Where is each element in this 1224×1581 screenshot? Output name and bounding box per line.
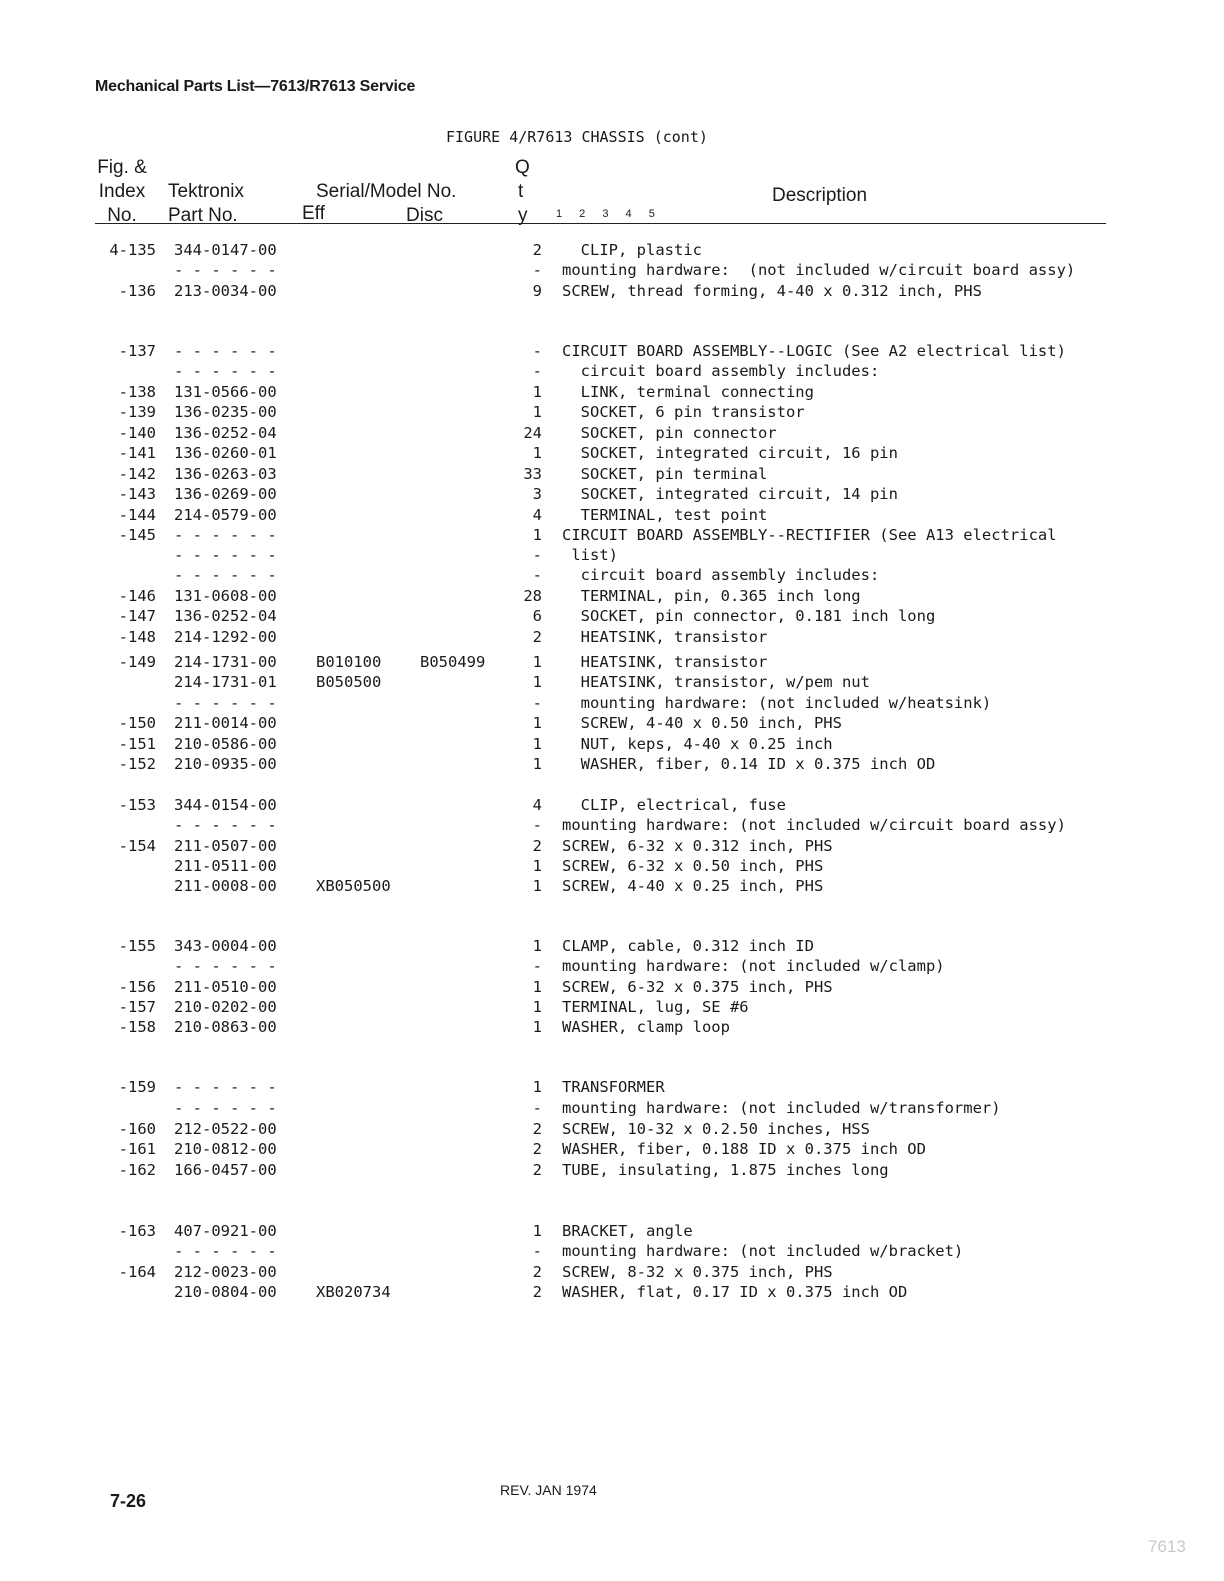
table-row	[0, 936, 1224, 956]
fig-index-cell: -138	[118, 383, 156, 401]
part-number-cell: - - - - - -	[174, 546, 277, 564]
table-row	[0, 977, 1224, 997]
page-header-title: Mechanical Parts List—7613/R7613 Service	[95, 78, 416, 95]
quantity-cell: 2	[532, 1283, 542, 1301]
table-row	[0, 627, 1224, 647]
quantity-cell: 6	[532, 607, 542, 625]
table-row	[0, 1241, 1224, 1261]
part-number-cell: 211-0014-00	[174, 714, 277, 732]
part-number-cell: 136-0263-03	[174, 465, 277, 483]
description-cell: HEATSINK, transistor	[562, 628, 768, 646]
model-watermark: 7613	[1148, 1537, 1186, 1556]
revision-date: REV. JAN 1974	[500, 1482, 597, 1498]
table-row	[0, 693, 1224, 713]
fig-index-cell: -140	[118, 424, 156, 442]
quantity-cell: 1	[532, 877, 542, 895]
quantity-cell: 2	[532, 837, 542, 855]
serial-disc-cell: B050499	[420, 653, 486, 671]
description-cell: SCREW, 8-32 x 0.375 inch, PHS	[562, 1263, 833, 1281]
description-cell: CIRCUIT BOARD ASSEMBLY--RECTIFIER (See A13 electrical	[562, 526, 1057, 544]
part-number-cell: 210-0202-00	[174, 998, 277, 1016]
fig-index-cell: -136	[118, 282, 156, 300]
quantity-cell: 1	[532, 735, 542, 753]
part-number-cell: 136-0252-04	[174, 424, 277, 442]
table-row	[0, 856, 1224, 876]
quantity-cell: 1	[532, 444, 542, 462]
description-cell: TERMINAL, pin, 0.365 inch long	[562, 587, 861, 605]
table-row	[0, 505, 1224, 525]
quantity-cell: -	[532, 261, 542, 279]
fig-index-cell: -145	[118, 526, 156, 544]
quantity-cell: -	[532, 546, 542, 564]
table-row	[0, 1282, 1224, 1302]
part-number-cell: 210-0586-00	[174, 735, 277, 753]
quantity-cell: 1	[532, 998, 542, 1016]
part-number-cell: 210-0935-00	[174, 755, 277, 773]
fig-index-header-line1: Fig. &	[97, 157, 147, 178]
description-cell: BRACKET, angle	[562, 1222, 693, 1240]
table-row	[0, 876, 1224, 896]
table-row	[0, 1160, 1224, 1180]
description-cell: list)	[562, 546, 618, 564]
quantity-cell: 2	[532, 241, 542, 259]
part-number-cell: 136-0269-00	[174, 485, 277, 503]
table-row	[0, 545, 1224, 565]
table-row	[0, 1139, 1224, 1159]
fig-index-cell: -149	[118, 653, 156, 671]
serial-eff-cell: XB050500	[316, 877, 391, 895]
quantity-cell: -	[532, 694, 542, 712]
quantity-cell: 24	[523, 424, 542, 442]
table-row	[0, 402, 1224, 422]
quantity-cell: 1	[532, 673, 542, 691]
table-row	[0, 795, 1224, 815]
quantity-cell: 1	[532, 755, 542, 773]
description-cell: TERMINAL, test point	[562, 506, 768, 524]
table-row	[0, 836, 1224, 856]
table-row	[0, 672, 1224, 692]
description-cell: mounting hardware: (not included w/circuit board assy)	[562, 261, 1076, 279]
quantity-cell: 1	[532, 403, 542, 421]
quantity-cell: -	[532, 362, 542, 380]
page-number: 7-26	[110, 1491, 147, 1511]
description-cell: NUT, keps, 4-40 x 0.25 inch	[562, 735, 833, 753]
table-row	[0, 484, 1224, 504]
fig-index-cell: -157	[118, 998, 156, 1016]
description-cell: mounting hardware: (not included w/circuit board assy)	[562, 816, 1066, 834]
fig-index-cell: -147	[118, 607, 156, 625]
part-number-cell: 166-0457-00	[174, 1161, 277, 1179]
table-row	[0, 1221, 1224, 1241]
quantity-cell: 1	[532, 1018, 542, 1036]
quantity-cell: 2	[532, 1140, 542, 1158]
description-cell: TERMINAL, lug, SE #6	[562, 998, 749, 1016]
table-row	[0, 652, 1224, 672]
serial-eff-cell: XB020734	[316, 1283, 391, 1301]
qty-header-line1: Q	[515, 157, 530, 178]
fig-index-header-line3: No.	[107, 205, 137, 226]
part-number-cell: - - - - - -	[174, 362, 277, 380]
serial-model-header: Serial/Model No.	[316, 181, 457, 202]
quantity-cell: 33	[523, 465, 542, 483]
description-cell: SCREW, 10-32 x 0.2.50 inches, HSS	[562, 1120, 870, 1138]
quantity-cell: 2	[532, 1263, 542, 1281]
quantity-cell: -	[532, 816, 542, 834]
part-number-cell: 214-1731-01	[174, 673, 277, 691]
quantity-cell: 4	[532, 506, 542, 524]
description-header: Description	[772, 185, 868, 206]
table-row	[0, 382, 1224, 402]
quantity-cell: 1	[532, 383, 542, 401]
fig-index-header-line2: Index	[98, 181, 146, 202]
description-cell: SOCKET, integrated circuit, 16 pin	[562, 444, 898, 462]
fig-index-cell: -153	[118, 796, 156, 814]
part-number-cell: 136-0260-01	[174, 444, 277, 462]
description-cell: TUBE, insulating, 1.875 inches long	[562, 1161, 889, 1179]
description-cell: TRANSFORMER	[562, 1078, 665, 1096]
description-cell: SOCKET, pin connector	[562, 424, 777, 442]
quantity-cell: 2	[532, 1120, 542, 1138]
table-row	[0, 956, 1224, 976]
fig-index-cell: -143	[118, 485, 156, 503]
quantity-cell: -	[532, 1099, 542, 1117]
quantity-cell: -	[532, 566, 542, 584]
part-number-cell: 211-0008-00	[174, 877, 277, 895]
part-number-cell: 212-0522-00	[174, 1120, 277, 1138]
quantity-cell: 1	[532, 978, 542, 996]
description-cell: SCREW, 6-32 x 0.375 inch, PHS	[562, 978, 833, 996]
part-number-cell: 214-1292-00	[174, 628, 277, 646]
description-cell: CLIP, electrical, fuse	[562, 796, 786, 814]
fig-index-cell: -141	[118, 444, 156, 462]
quantity-cell: 9	[532, 282, 542, 300]
part-number-cell: - - - - - -	[174, 816, 277, 834]
table-row	[0, 281, 1224, 301]
quantity-cell: -	[532, 342, 542, 360]
description-cell: SOCKET, pin terminal	[562, 465, 768, 483]
description-cell: mounting hardware: (not included w/transformer)	[562, 1099, 1001, 1117]
quantity-cell: 1	[532, 653, 542, 671]
description-cell: mounting hardware: (not included w/bracket)	[562, 1242, 964, 1260]
table-row	[0, 734, 1224, 754]
table-row	[0, 586, 1224, 606]
fig-index-cell: -163	[118, 1222, 156, 1240]
serial-eff-cell: B050500	[316, 673, 382, 691]
part-number-cell: 213-0034-00	[174, 282, 277, 300]
fig-index-cell: -158	[118, 1018, 156, 1036]
part-number-cell: - - - - - -	[174, 1078, 277, 1096]
part-number-cell: 136-0235-00	[174, 403, 277, 421]
description-cell: SCREW, 6-32 x 0.50 inch, PHS	[562, 857, 824, 875]
part-number-cell: 131-0608-00	[174, 587, 277, 605]
fig-index-cell: 4-135	[109, 241, 156, 259]
description-cell: SCREW, 4-40 x 0.25 inch, PHS	[562, 877, 824, 895]
disc-header: Disc	[406, 205, 443, 226]
description-cell: CLAMP, cable, 0.312 inch ID	[562, 937, 814, 955]
table-row	[0, 754, 1224, 774]
part-number-cell: 131-0566-00	[174, 383, 277, 401]
part-number-cell: 136-0252-04	[174, 607, 277, 625]
description-cell: LINK, terminal connecting	[562, 383, 814, 401]
part-number-cell: - - - - - -	[174, 957, 277, 975]
part-number-cell: - - - - - -	[174, 261, 277, 279]
quantity-cell: -	[532, 1242, 542, 1260]
description-cell: WASHER, fiber, 0.188 ID x 0.375 inch OD	[562, 1140, 926, 1158]
quantity-cell: -	[532, 957, 542, 975]
part-number-cell: - - - - - -	[174, 694, 277, 712]
qty-header-line2: t	[518, 181, 524, 202]
part-number-cell: 211-0507-00	[174, 837, 277, 855]
eff-header: Eff	[302, 203, 325, 224]
table-row	[0, 240, 1224, 260]
fig-index-cell: -156	[118, 978, 156, 996]
part-number-cell: 344-0154-00	[174, 796, 277, 814]
table-row	[0, 260, 1224, 280]
description-cell: HEATSINK, transistor, w/pem nut	[562, 673, 870, 691]
table-row	[0, 443, 1224, 463]
fig-index-cell: -164	[118, 1263, 156, 1281]
table-row	[0, 361, 1224, 381]
quantity-cell: 1	[532, 714, 542, 732]
fig-index-cell: -137	[118, 342, 156, 360]
qty-header-line3: y	[518, 205, 528, 226]
quantity-cell: 3	[532, 485, 542, 503]
part-number-cell: 210-0812-00	[174, 1140, 277, 1158]
table-row	[0, 1077, 1224, 1097]
fig-index-cell: -146	[118, 587, 156, 605]
fig-index-cell: -160	[118, 1120, 156, 1138]
quantity-cell: 1	[532, 937, 542, 955]
part-number-cell: 214-1731-00	[174, 653, 277, 671]
fig-index-cell: -162	[118, 1161, 156, 1179]
description-cell: SCREW, thread forming, 4-40 x 0.312 inch, PHS	[562, 282, 982, 300]
description-cell: mounting hardware: (not included w/heatsink)	[562, 694, 992, 712]
description-cell: WASHER, clamp loop	[562, 1018, 730, 1036]
fig-index-cell: -155	[118, 937, 156, 955]
description-cell: HEATSINK, transistor	[562, 653, 768, 671]
table-row	[0, 464, 1224, 484]
description-cell: SCREW, 6-32 x 0.312 inch, PHS	[562, 837, 833, 855]
description-cell: CLIP, plastic	[562, 241, 702, 259]
quantity-cell: 4	[532, 796, 542, 814]
fig-index-cell: -152	[118, 755, 156, 773]
description-cell: WASHER, fiber, 0.14 ID x 0.375 inch OD	[562, 755, 936, 773]
quantity-cell: 1	[532, 857, 542, 875]
quantity-cell: 28	[523, 587, 542, 605]
description-cell: WASHER, flat, 0.17 ID x 0.375 inch OD	[562, 1283, 908, 1301]
part-number-cell: 211-0511-00	[174, 857, 277, 875]
table-row	[0, 997, 1224, 1017]
part-number-cell: 214-0579-00	[174, 506, 277, 524]
part-number-cell: 210-0804-00	[174, 1283, 277, 1301]
fig-index-cell: -144	[118, 506, 156, 524]
table-row	[0, 713, 1224, 733]
table-row	[0, 565, 1224, 585]
description-cell: SOCKET, pin connector, 0.181 inch long	[562, 607, 936, 625]
table-row	[0, 1098, 1224, 1118]
description-cell: circuit board assembly includes:	[562, 362, 880, 380]
description-cell: SCREW, 4-40 x 0.50 inch, PHS	[562, 714, 842, 732]
qty-digit-scale: 1 2 3 4 5	[556, 208, 662, 220]
description-cell: mounting hardware: (not included w/clamp)	[562, 957, 945, 975]
table-row	[0, 1262, 1224, 1282]
fig-index-cell: -139	[118, 403, 156, 421]
quantity-cell: 1	[532, 1078, 542, 1096]
description-cell: SOCKET, 6 pin transistor	[562, 403, 805, 421]
part-number-cell: - - - - - -	[174, 1099, 277, 1117]
fig-index-cell: -148	[118, 628, 156, 646]
table-row	[0, 606, 1224, 626]
table-row	[0, 1017, 1224, 1037]
table-row	[0, 341, 1224, 361]
fig-index-cell: -161	[118, 1140, 156, 1158]
part-no-header-line1: Tektronix	[168, 181, 245, 202]
part-number-cell: - - - - - -	[174, 1242, 277, 1260]
serial-eff-cell: B010100	[316, 653, 382, 671]
quantity-cell: 2	[532, 628, 542, 646]
quantity-cell: 1	[532, 1222, 542, 1240]
part-no-header-line2: Part No.	[168, 205, 238, 226]
table-row	[0, 1119, 1224, 1139]
table-row	[0, 815, 1224, 835]
part-number-cell: 211-0510-00	[174, 978, 277, 996]
description-cell: SOCKET, integrated circuit, 14 pin	[562, 485, 898, 503]
part-number-cell: - - - - - -	[174, 526, 277, 544]
fig-index-cell: -159	[118, 1078, 156, 1096]
fig-index-cell: -150	[118, 714, 156, 732]
quantity-cell: 2	[532, 1161, 542, 1179]
table-row	[0, 525, 1224, 545]
fig-index-cell: -151	[118, 735, 156, 753]
part-number-cell: - - - - - -	[174, 566, 277, 584]
quantity-cell: 1	[532, 526, 542, 544]
part-number-cell: 344-0147-00	[174, 241, 277, 259]
part-number-cell: 407-0921-00	[174, 1222, 277, 1240]
part-number-cell: 210-0863-00	[174, 1018, 277, 1036]
figure-title: FIGURE 4/R7613 CHASSIS (cont)	[446, 128, 708, 146]
description-cell: circuit board assembly includes:	[562, 566, 880, 584]
description-cell: CIRCUIT BOARD ASSEMBLY--LOGIC (See A2 electrical list)	[562, 342, 1066, 360]
part-number-cell: - - - - - -	[174, 342, 277, 360]
table-row	[0, 423, 1224, 443]
part-number-cell: 212-0023-00	[174, 1263, 277, 1281]
fig-index-cell: -154	[118, 837, 156, 855]
part-number-cell: 343-0004-00	[174, 937, 277, 955]
fig-index-cell: -142	[118, 465, 156, 483]
